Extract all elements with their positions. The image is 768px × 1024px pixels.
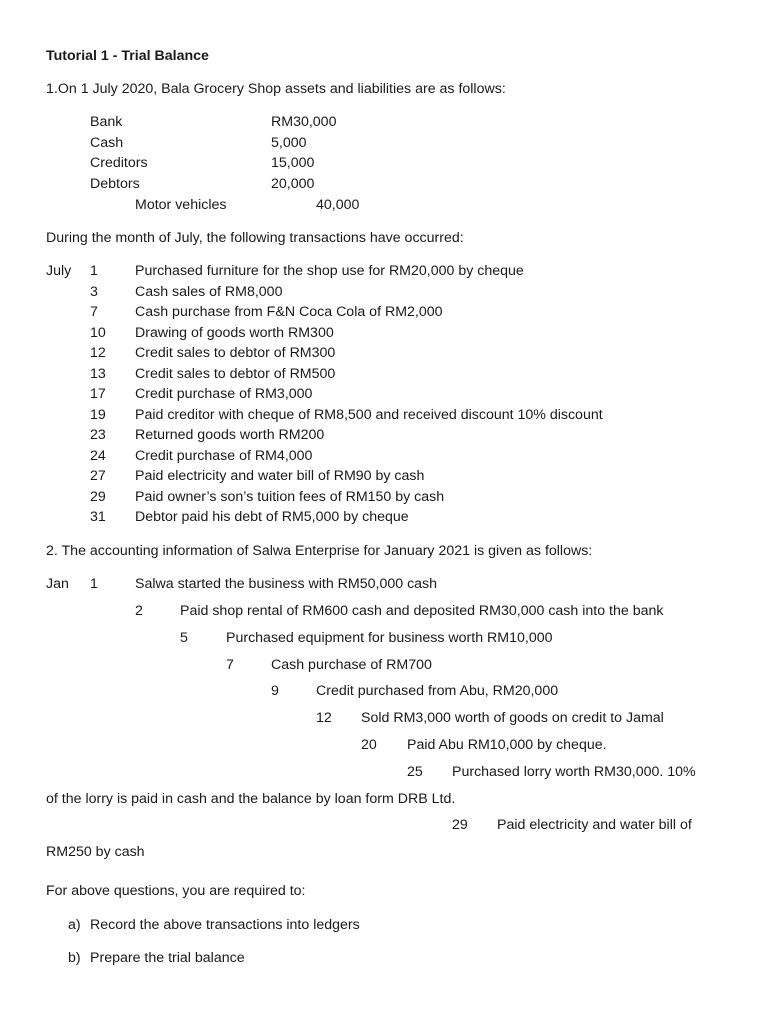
- transaction-day: 7: [90, 304, 98, 320]
- transaction-day: 29: [90, 489, 106, 505]
- transaction-text: Paid shop rental of RM600 cash and deposited RM30,000 cash into the bank: [180, 603, 664, 619]
- transaction-day: 12: [90, 345, 106, 361]
- transaction-text: Drawing of goods worth RM300: [135, 325, 334, 341]
- transaction-day: 1: [90, 576, 98, 592]
- transaction-text: Credit purchase of RM3,000: [135, 386, 313, 402]
- balance-name: Cash: [90, 135, 124, 151]
- balance-amount: RM30,000: [271, 114, 337, 130]
- transaction-text: Credit purchased from Abu, RM20,000: [316, 683, 559, 699]
- transaction-continuation: of the lorry is paid in cash and the balance by loan form DRB Ltd.: [46, 791, 456, 807]
- transaction-day: 9: [271, 683, 279, 699]
- balance-amount: 40,000: [316, 197, 360, 213]
- transaction-text: Cash purchase of RM700: [271, 657, 432, 673]
- transaction-text: Returned goods worth RM200: [135, 427, 325, 443]
- transaction-text: Sold RM3,000 worth of goods on credit to Jamal: [361, 710, 664, 726]
- transaction-day: 1: [90, 263, 98, 279]
- transaction-day: 13: [90, 366, 106, 382]
- balance-name: Bank: [90, 114, 123, 130]
- transaction-day: 27: [90, 468, 106, 484]
- transaction-text: Salwa started the business with RM50,000 cash: [135, 576, 438, 592]
- requirements-intro: For above questions, you are required to:: [46, 883, 306, 899]
- balance-name: Debtors: [90, 176, 140, 192]
- transaction-day: 3: [90, 284, 98, 300]
- transaction-day: 5: [180, 630, 188, 646]
- transaction-text: Paid electricity and water bill of RM90 by cash: [135, 468, 425, 484]
- transaction-text: Credit purchase of RM4,000: [135, 448, 313, 464]
- document-title: Tutorial 1 - Trial Balance: [46, 48, 209, 64]
- q1-during-text: During the month of July, the following transactions have occurred:: [46, 230, 464, 246]
- balance-name: Creditors: [90, 155, 148, 171]
- transaction-text: Purchased furniture for the shop use for RM20,000 by cheque: [135, 263, 524, 279]
- month-label: Jan: [46, 576, 69, 592]
- transaction-text: Purchased lorry worth RM30,000. 10%: [452, 764, 696, 780]
- transaction-text: Paid Abu RM10,000 by cheque.: [407, 737, 607, 753]
- list-marker: a): [68, 917, 81, 933]
- balance-amount: 15,000: [271, 155, 315, 171]
- transaction-day: 20: [361, 737, 377, 753]
- transaction-day: 17: [90, 386, 106, 402]
- transaction-text: Paid owner’s son’s tuition fees of RM150 by cash: [135, 489, 445, 505]
- transaction-day: 31: [90, 509, 106, 525]
- transaction-text: Cash purchase from F&N Coca Cola of RM2,000: [135, 304, 443, 320]
- q1-intro: 1.On 1 July 2020, Bala Grocery Shop assets and liabilities are as follows:: [46, 81, 506, 97]
- transaction-text: Purchased equipment for business worth RM10,000: [226, 630, 553, 646]
- list-item: Prepare the trial balance: [90, 950, 245, 966]
- month-label: July: [46, 263, 72, 279]
- transaction-continuation: RM250 by cash: [46, 844, 145, 860]
- transaction-day: 19: [90, 407, 106, 423]
- balance-amount: 20,000: [271, 176, 315, 192]
- transaction-text: Cash sales of RM8,000: [135, 284, 283, 300]
- balance-name: Motor vehicles: [135, 197, 227, 213]
- transaction-day: 10: [90, 325, 106, 341]
- balance-amount: 5,000: [271, 135, 307, 151]
- q2-intro: 2. The accounting information of Salwa Enterprise for January 2021 is given as follows:: [46, 543, 593, 559]
- transaction-text: Debtor paid his debt of RM5,000 by cheque: [135, 509, 409, 525]
- transaction-day: 24: [90, 448, 106, 464]
- transaction-day: 2: [135, 603, 143, 619]
- transaction-text: Paid creditor with cheque of RM8,500 and received discount 10% discount: [135, 407, 603, 423]
- transaction-text: Credit sales to debtor of RM500: [135, 366, 336, 382]
- list-item: Record the above transactions into ledgers: [90, 917, 360, 933]
- transaction-text: Credit sales to debtor of RM300: [135, 345, 336, 361]
- transaction-day: 29: [452, 817, 468, 833]
- transaction-day: 25: [407, 764, 423, 780]
- transaction-day: 23: [90, 427, 106, 443]
- list-marker: b): [68, 950, 81, 966]
- transaction-text: Paid electricity and water bill of: [497, 817, 692, 833]
- transaction-day: 12: [316, 710, 332, 726]
- transaction-day: 7: [226, 657, 234, 673]
